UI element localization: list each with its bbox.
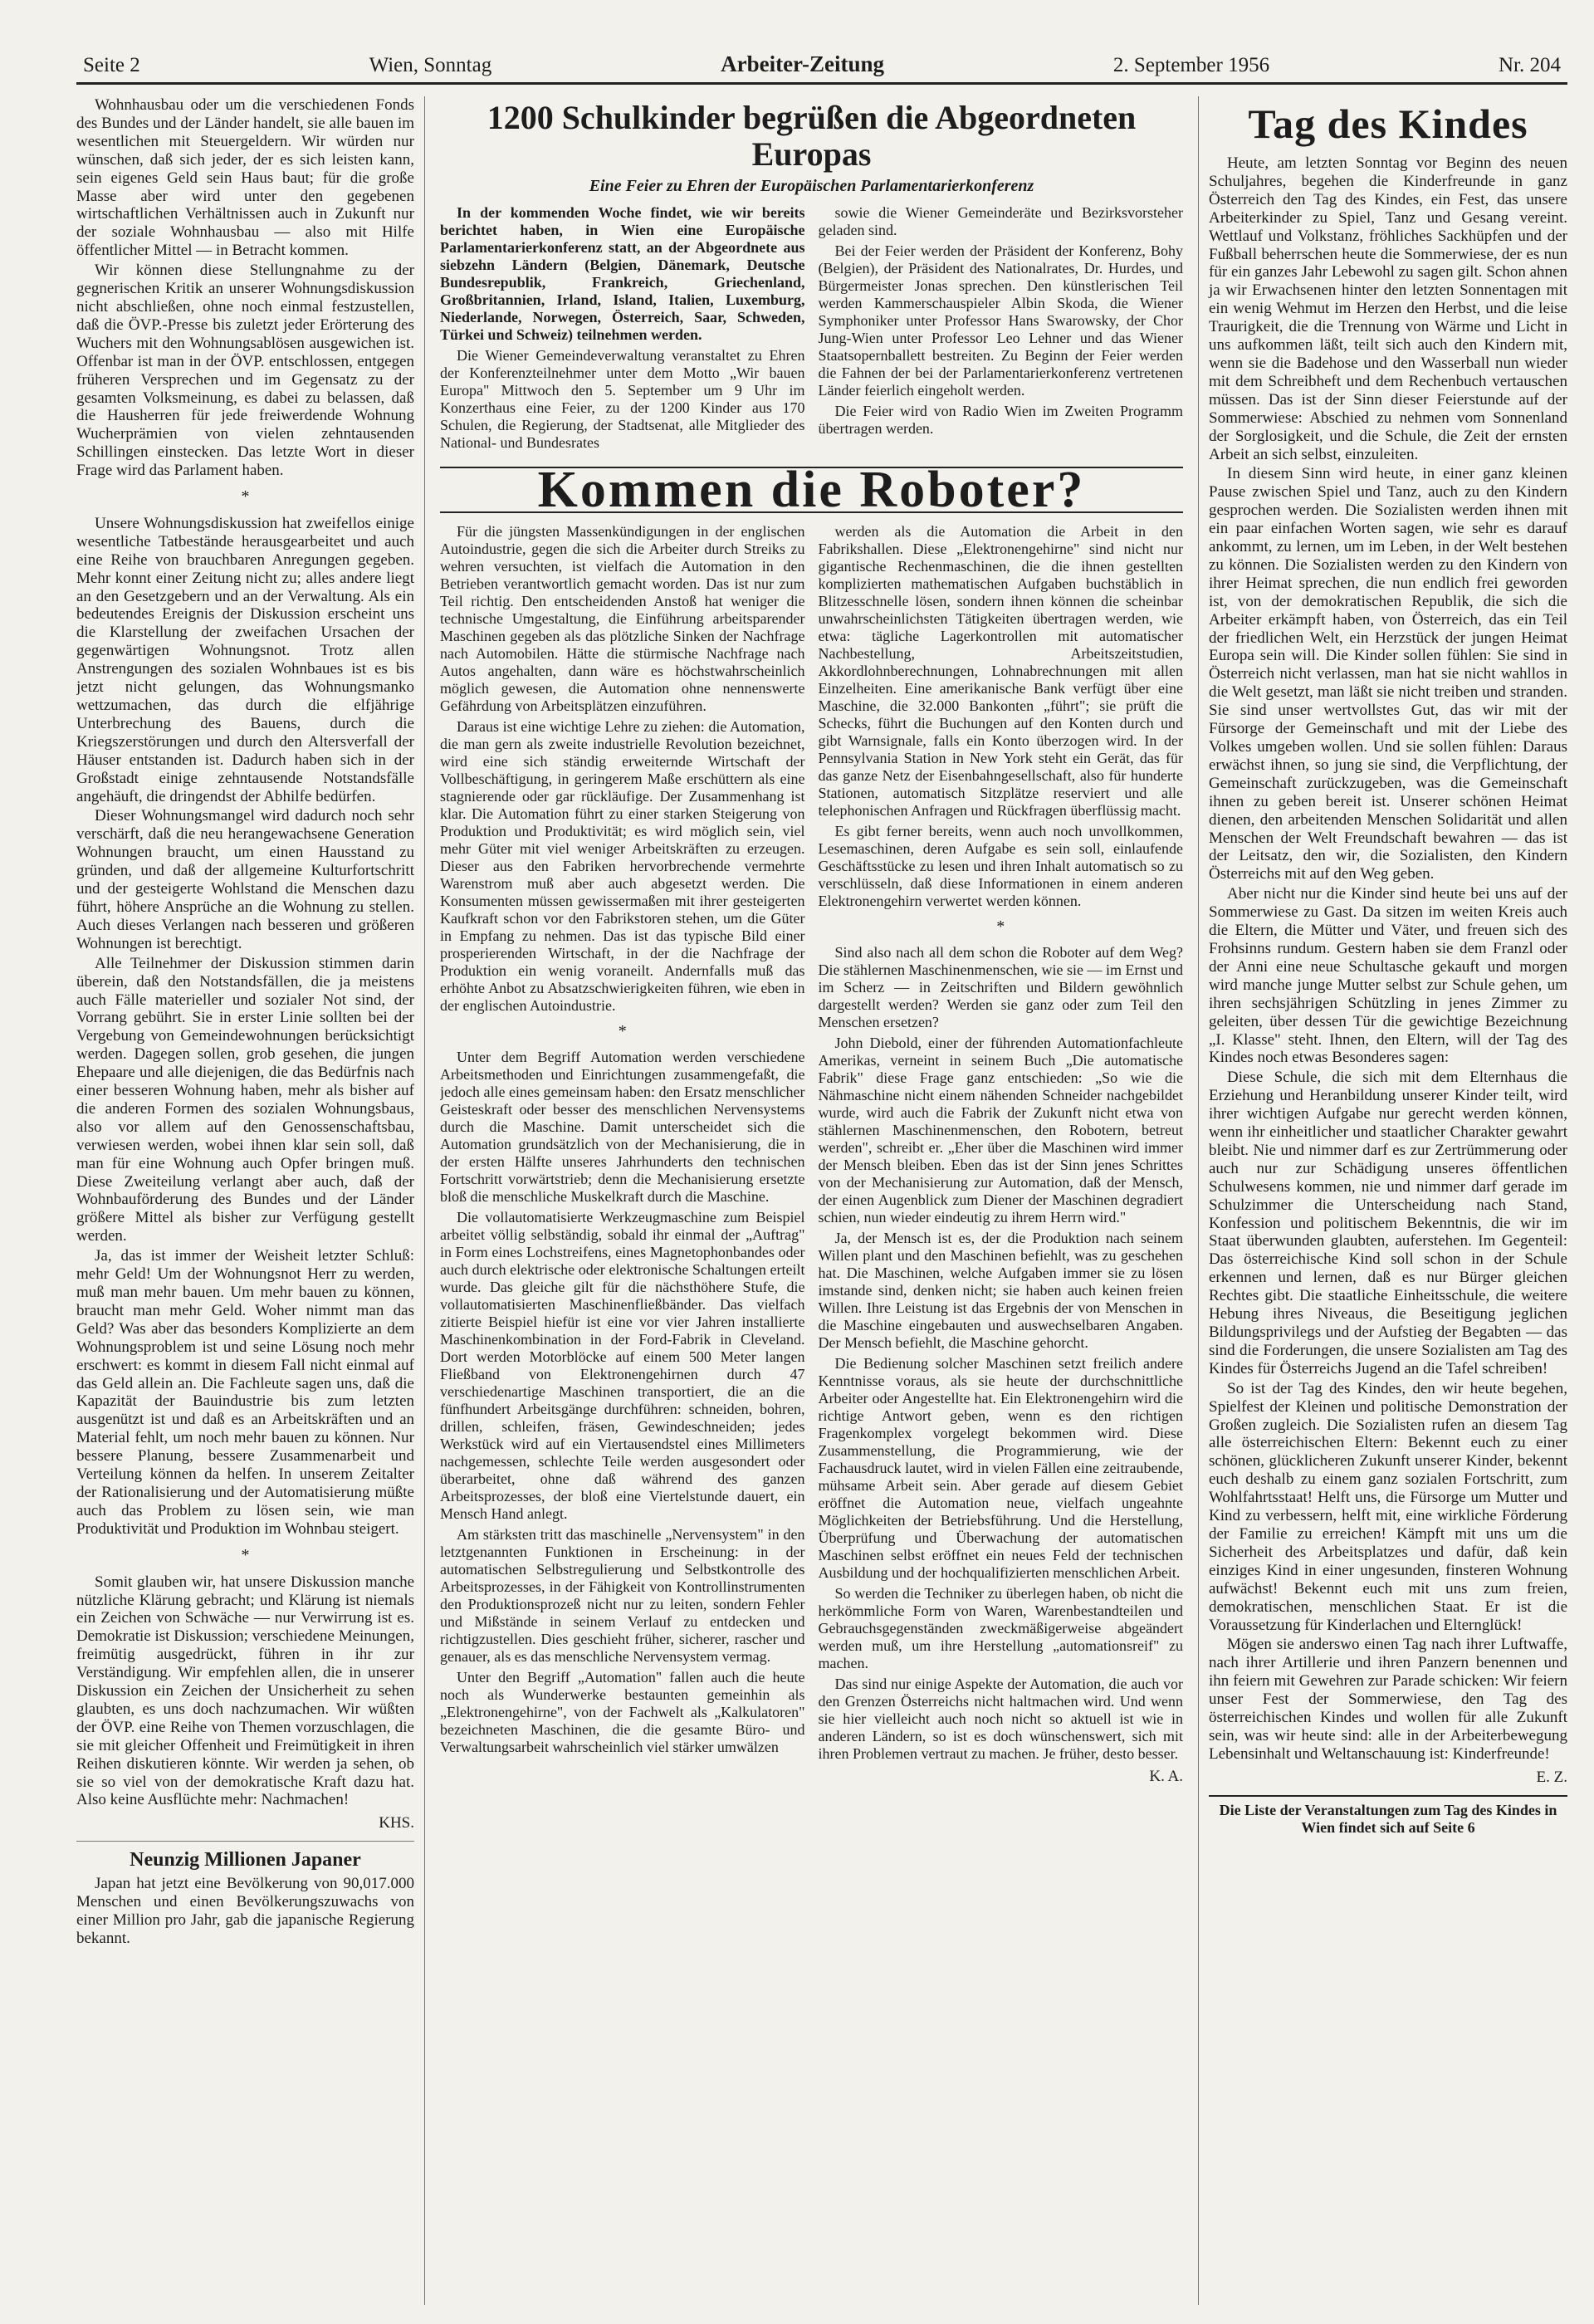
article-paragraph: Unter den Begriff „Automation" fallen auch die heute noch als Wunderwerke bestaunten gemeinhin als „Elektronengehirne", von der Fachwelt als „Kalkulatoren" bezeichneten Maschinen, die die gesamte Büro- und Verwaltungsarbeit wahrscheinlich viel stärker umwälzen xyxy=(440,1668,805,1755)
children-day-headline: Tag des Kindes xyxy=(1248,100,1528,147)
article-paragraph: Daraus ist eine wichtige Lehre zu ziehen: die Automation, die man gern als zweite industrielle Revolution bezeichnet, wird eine sich ständig erweiternde Wirtschaft der Vollbeschäftigung, in geringerem Maße erschüttern als eine stagnierende oder gar rückläufige. Der Zusammenhang ist klar. Die Automation führt zu einer starken Steigerung von Produktion und Produktivität; es wird möglich sein, viel mehr Güter mit viel weniger Arbeitskräften zu erzeugen. Dieser aus den Fabriken hervorbrechende vermehrte Warenstrom muß aber auch abgesetzt werden. Die Konsumenten müssen gewissermaßen mit ihrer gesteigerten Kaufkraft schon vor den Fabrikstoren stehen, um die Güter in Empfang zu nehmen. Das ist das typische Bild einer prosperierenden Wirtschaft, in der die Nachfrage der Produktion ein wenig voraneilt. Andernfalls muß das erhöhte Anbot zu Absatzschwierigkeiten führen, wie eben in der englischen Autoindustrie. xyxy=(440,717,805,1014)
left-paragraph: Wohnhausbau oder um die verschiedenen Fonds des Bundes und der Länder handelt, sie alle bauen im wesentlichen mit Steuergeldern. Wir würden nur wünschen, daß sich jeder, der es sich leisten kann, sein eigenes Geld sein Haus baut; für die große Masse aber wird unter den gegebenen wirtschaftlichen Verhältnissen auch in Zukunft nur der soziale Wohnhausbau — also mit Hilfe öffentlicher Mittel — in Betracht kommen. xyxy=(76,96,414,260)
separator: * xyxy=(618,1021,627,1040)
right-column xyxy=(1198,96,1567,2305)
article-paragraph: Ja, der Mensch ist es, der die Produktion nach seinem Willen plant und den Maschinen befiehlt, was zu geschehen hat. Die Maschinen, welche Aufgaben immer sie zu lösen imstande sind, denken nicht; sie haben auch keinen freien Willen. Ihre Leistung ist das Ergebnis der von Menschen in die Maschine eingebauten und auswechselbaren Angaben. Der Mensch befiehlt, die Maschine gehorcht. xyxy=(818,1229,1183,1351)
article-paragraph: Die vollautomatisierte Werkzeugmaschine zum Beispiel arbeitet völlig selbständig, sobald ihr einmal der „Auftrag" in Form eines Lochstreifens, eines Magnetophonbandes oder auch durch elektrische oder elektronische Schaltungen erteilt wurde. Das gleiche gilt für die nächsthöhere Stufe, die vollautomatisierten Maschinenfließbänder. Das vielfach zitierte Beispiel hiefür ist eine vor vier Jahren installierte Maschinenkombination in der Ford-Fabrik in Cleveland. Dort werden Motorblöcke auf einem 500 Meter langen Fließband von Elektronengehirnen durch 47 verschiedenartige Maschinen transportiert, die an die fünfhundert Arbeitsgänge durchführen: schneiden, bohren, drillen, schleifen, fräsen, Gewindeschneiden; jedes Werkstück wird auf ein Viertausendstel eines Millimeters nachgemessen, schlechte Teile werden ausgesondert oder überarbeitet, ohne daß während des ganzen Arbeitsprozesses, der bloß eine Viertelstunde dauert, ein Mensch Hand anlegt. xyxy=(440,1208,805,1522)
article-paragraph: Am stärksten tritt das maschinelle „Nervensystem" in den letztgenannten Funktionen in Erscheinung: in der automatischen Selbstregulierung und Selbstkontrolle des Arbeitsprozesses, in der Fähigkeit von Kontrollinstrumenten den Produktionsprozeß nicht nur zu leiten, sondern Fehler und Mißstände in seinem Verlauf zu entdecken und richtigzustellen. Dies geschieht früher, sicherer, rascher und genauer, als es das menschliche Nervensystem vermag. xyxy=(440,1525,805,1665)
article-paragraph: John Diebold, einer der führenden Automationfachleute Amerikas, verneint in seinem Buch „Die automatische Fabrik" diese Frage ganz entschieden: „So wie die Nähmaschine nicht einem nähenden Schneider nachgebildet wurde, wird auch die Fabrik der Zukunft nicht etwa von stählernen Maschinenmenschen, den Robotern, betreut werden", schreibt er. „Eher über die Maschinen wird immer der Mensch bleiben. Eben das ist der Sinn jenes Schrittes von der Mechanisierung zur Automation, daß der Mensch, der einen Augenblick zum Diener der Maschinen degradiert schien, nun wieder eindeutig zu ihrem Herrn wird." xyxy=(818,1034,1183,1226)
right-paragraph: Aber nicht nur die Kinder sind heute bei uns auf der Sommerwiese zu Gast. Da sitzen im weiten Kreis auch die Eltern, die Mütter und Väter, und freuen sich des Frohsinns rundum. Gestern haben sie dem Franzl oder der Anni eine neue Schultasche gekauft und morgen wird manche junge Mutter selbst zur Schule gehen, um ihren sechsjährigen Schützling in jenes Zimmer zu geleiten, über dessen Tür die gewichtige Bezeichnung „I. Klasse" steht. Ihnen, den Eltern, will der Tag des Kindes noch etwas Besonderes sagen: xyxy=(1209,885,1567,1067)
left-paragraph: Dieser Wohnungsmangel wird dadurch noch sehr verschärft, daß die neu herangewachsene Generation Wohnungen braucht, um einen Hausstand zu gründen, und daß der allgemeine Kulturfortschritt und der gesteigerte Wohlstand die Menschen dazu führt, höhere Ansprüche an die Wohnung zu stellen. Auch dieses Verlangen nach besseren und größeren Wohnungen ist berechtigt. xyxy=(76,807,414,952)
paper-name: Arbeiter-Zeitung xyxy=(721,51,885,76)
separator: * xyxy=(241,487,250,506)
article-paragraph: So werden die Techniker zu überlegen haben, ob nicht die herkömmliche Form von Waren, Warenbestandteilen und Gebrauchsgegenständen zweckmäßigerweise abgeändert werden muß, um ihre Herstellung „automationsreif" zu machen. xyxy=(818,1584,1183,1671)
japan-text: Japan hat jetzt eine Bevölkerung von 90,017.000 Menschen und einen Bevölkerungszuwachs von einer Million pro Jahr, gab die japanische Regierung bekannt. xyxy=(76,1875,414,1947)
right-signature: E. Z. xyxy=(1536,1768,1567,1786)
article-paragraph: sowie die Wiener Gemeinderäte und Bezirksvorsteher geladen sind. xyxy=(818,203,1183,238)
page-number: Seite 2 xyxy=(83,54,140,76)
right-paragraph: So ist der Tag des Kindes, den wir heute begehen, Spielfest der Kleinen und politische Demonstration der Großen zugleich. Die Sozialisten rufen an diesem Tag alle österreichischen Eltern: Bekennt euch zu einer schönen, glücklicheren Zukunft unserer Kinder, bekennt euch deshalb zu einem ganz sozialen Fortschritt, zum Wohlfahrtsstaat! Helft uns, die Fürsorge um Mutter und Kind zu verbessern, helft mit, eine wirkliche Förderung der Familie zu erreichen! Kämpft mit uns um die Sicherheit des Arbeitsplatzes und dafür, daß kein einziges Kind in einer ungesunden, finsteren Wohnung aufwächst! Bekennt euch mit uns zum freien, demokratischen, menschlichen Staat. Er ist die Voraussetzung für Kinderlachen und Elternglück! xyxy=(1209,1379,1567,1634)
schoolchildren-subheadline: Eine Feier zu Ehren der Europäischen Parlamentarierkonferenz xyxy=(589,177,1034,195)
separator: * xyxy=(996,917,1005,936)
robots-article xyxy=(440,523,1183,1785)
article-paragraph: Für die jüngsten Massenkündigungen in der englischen Autoindustrie, gegen die sich die Arbeiter durch Streiks zu wehren versuchten, ist vielfach die Automation in den Betrieben verantwortlich gemacht worden. Das ist nur zum Teil richtig. Den entscheidenden Anstoß hat weniger die technische Umgestaltung, die Einführung arbeitsparender Maschinen gegeben als das plötzliche Sinken der Nachfrage nach Automobilen. Hätte die stürmische Nachfrage nach Autos angehalten, dann wäre es höchstwahrscheinlich möglich gewesen, die Automation ohne nennenswerte Gefährdung von Arbeitsplätzen einzuführen. xyxy=(440,522,805,714)
issue-date: 2. September 1956 xyxy=(1112,54,1270,76)
article-paragraph: Die Wiener Gemeindeverwaltung veranstaltet zu Ehren der Konferenzteilnehmer unter dem Motto „Wir bauen Europa" Mittwoch den 5. September um 9 Uhr im Konzerthaus eine Feier, zu der 1200 Kinder aus 170 Schulen, die Regierung, der Stadtsenat, alle Mitglieder des National- und Bundesrates xyxy=(440,346,805,451)
article-paragraph: Bei der Feier werden der Präsident der Konferenz, Bohy (Belgien), der Präsident des Nationalrates, Dr. Hurdes, und Bürgermeister Jonas sprechen. Den künstlerischen Teil werden Kammerschauspieler Albin Skoda, die Wiener Symphoniker unter Professor Hans Swarowsky, der Chor Jung-Wien unter Professor Leo Lehner und das Wiener Staatsopernballett bestreiten. Zu Beginn der Feier werden die Fahnen der bei der Parlamentarierkonferenz vertretenen Länder feierlich eingeholt werden. xyxy=(818,242,1183,399)
robots-headline: Kommen die Roboter? xyxy=(440,467,1183,513)
divider xyxy=(76,1841,414,1842)
left-paragraph: Ja, das ist immer der Weisheit letzter Schluß: mehr Geld! Um der Wohnungsnot Herr zu werden, muß man mehr bauen. Um mehr bauen zu können, braucht man mehr Geld. Woher nimmt man das Geld? Was aber das besonders Komplizierte an dem Wohnungsproblem ist und seine Lösung noch mehr erschwert: es kommt in diesem Fall nicht einmal auf das Geld allein an. Die Fachleute sagen uns, daß die Kapazität der Bauindustrie bis zum letzten ausgenützt ist und daß es an Arbeitskräften und an Material fehlt, um noch mehr bauen zu können. Nur bessere Planung, bessere Zusammenarbeit und Verteilung können da helfen. In unserem Zeitalter der Rationalisierung und der Automatisierung müßte auch das Problem zu lösen sein, wie man Produktivität und Produktion im Wohnbau steigert. xyxy=(76,1247,414,1538)
left-signature: KHS. xyxy=(379,1814,414,1832)
left-paragraph: Wir können diese Stellungnahme zu der gegnerischen Kritik an unserer Wohnungsdiskussion nicht abschließen, ohne noch einmal festzustellen, daß die ÖVP.-Presse bis zuletzt jeder Erörterung des Wuchers mit den Wohnungsablösen ausgewichen ist. Offenbar ist man in der ÖVP. entschlossen, entgegen früheren Versprechen und im Gegensatz zu der gesamten Volksmeinung, es dabei zu belassen, daß die Hausherren für jede freiwerdende Wohnung Wucherprämien von vielen zehntausenden Schillingen einstecken. Das letzte Wort in dieser Frage wird das Parlament haben. xyxy=(76,262,414,480)
right-paragraph: Mögen sie anderswo einen Tag nach ihrer Luftwaffe, nach ihrer Artillerie und ihren Panzern benennen und ihn feiern mit Gewehren zur Parade schicken: Wir feiern unser Fest der Sommerwiese, den Tag des österreichischen Kindes und wollen für alle Zukunft sein, was wir heute sind: alle in der Arbeiterbewegung Lebensinhalt und Weltanschauung ist: Kinderfreunde! xyxy=(1209,1636,1567,1763)
left-paragraph: Unsere Wohnungsdiskussion hat zweifellos einige wesentliche Tatbestände herausgearbeitet und auch eine Reihe von brauchbaren Anregungen gegeben. Mehr konnt einer Zeitung nicht zu; alles andere liegt an den Gesetzgebern und an der Verwaltung. Als ein bedeutendes Ereignis der Diskussion erscheint uns die Klarstellung der zweifachen Ursachen der gegenwärtigen Wohnungsnot. Trotz allen Anstrengungen des sozialen Wohnbaues ist es bis jetzt nicht gelungen, das Wohnungsmanko wettzumachen, das durch die elfjährige Unterbrechung des Bauens, durch die Kriegszerstörungen und durch den Altersverfall der Häuser entstanden ist. Dadurch haben sich in der Großstadt einige zehntausende Notstandsfälle angehäuft, die dringendst der Abhilfe bedürfen. xyxy=(76,514,414,805)
right-paragraph: Heute, am letzten Sonntag vor Beginn des neuen Schuljahres, begehen die Kinderfreunde in ganz Österreich den Tag des Kindes, ein Fest, das unsere Arbeiterkinder zu Spiel, Tanz und Gesang vereint. Wettlauf und Volkstanz, fröhliches Sackhüpfen und der Fußball beherrschen heute die Sommerwiese, der es nun für ein ganzes Jahr Lebewohl zu sagen gilt. Schon ahnen ja wir Erwachsenen hinter den letzten Sonnentagen mit ein wenig Wehmut im Herzen den Herbst, und die leise Traurigkeit, die die Trennung von Wärme und Licht in uns aufkommen läßt, teilt sich auch den Kindern mit, wenn sie die Badehose und den Wasserball nun wieder mit dem Schreibheft und dem Rechenbuch vertauschen müssen. Das ist der Sinn dieser Feierstunde auf der Sommerwiese: Abschied zu nehmen vom Sonnenland der Sorglosigkeit, und die Schule, die Zeit der ernsten Arbeit an sich selbst, einzuleiten. xyxy=(1209,154,1567,463)
article-column xyxy=(819,523,1184,1785)
article-paragraph: Die Bedienung solcher Maschinen setzt freilich andere Kenntnisse voraus, als sie heute der durchschnittliche Arbeiter oder Angestellte hat. Ein Elektronengehirn wird die richtige Antwort geben, wenn es den richtigen Fragenkomplex vorgelegt bekommen wird. Diese Zusammenstellung, die Programmierung, wie der Fachausdruck lautet, wird in vielen Fällen eine zeitraubende, mühsame Arbeit sein. Aber gerade auf diesem Gebiet eröffnet die Automation neue, vielfach ungeahnte Möglichkeiten der Betriebsführung. Und die Herstellung, Überprüfung und Überwachung der automatischen Maschinen selbst eröffnet ein neues Feld der technischen Ausbildung und der hochqualifizierten menschlichen Arbeit. xyxy=(818,1354,1183,1581)
masthead xyxy=(76,51,1567,85)
left-column xyxy=(76,96,425,2305)
article-lead: In der kommenden Woche findet, wie wir bereits berichtet haben, in Wien eine Europäische Parlamentarierkonferenz statt, an der Abgeordnete aus siebzehn Ländern (Belgien, Dänemark, Deutsche Bundesrepublik, Frankreich, Griechenland, Großbritannien, Irland, Island, Italien, Luxemburg, Niederlande, Norwegen, Österreich, Saar, Schweden, Türkei und Schweiz) teilnehmen werden. xyxy=(440,203,805,343)
article-column xyxy=(440,523,805,1785)
article-paragraph: Das sind nur einige Aspekte der Automation, die auch vor den Grenzen Österreichs nicht haltmachen wird. Und wenn sie hier vielleicht auch noch nicht so aktuell ist wie in anderen Ländern, so ist es doch wünschenswert, sich mit ihren Problemen vertraut zu machen. Je früher, desto besser. xyxy=(818,1675,1183,1762)
schoolchildren-article xyxy=(440,204,1183,452)
schoolchildren-headline: 1200 Schulkinder begrüßen die Abgeordneten Europas xyxy=(487,99,1137,173)
robots-signature: K. A. xyxy=(1149,1767,1183,1785)
article-column xyxy=(819,204,1184,452)
right-paragraph: In diesem Sinn wird heute, in einer ganz kleinen Pause zwischen Spiel und Tanz, auch zu den Kindern gesprochen werden. Die Sozialisten werden ihnen mit ein paar einfachen Worten sagen, wie sehr es darauf ankommt, zu lernen, um im Leben, in der Welt bestehen zu können. Die Sozialisten werden zu den Kindern von ihrer Heimat sprechen, die nun endlich frei geworden ist, von der demokratischen Republik, die sich die Arbeiter erkämpft haben, von Österreich, das ein Teil der friedlichen Welt, ein Herzstück der jungen Heimat Europa sein will. Die Kinder sollen fühlen: Sie sind in Österreich nicht verlassen, man hat sie nicht wahllos in die Welt gesetzt, man läßt sie nicht treiben und stranden. Sie sind unser wertvollstes Gut, das wir mit der Fürsorge der Gemeinschaft und mit der Liebe des Volkes umgeben wollen. Und sie sollen fühlen: Daraus erwächst ihnen, so jung sie sind, die Verpflichtung, der Gemeinschaft zurückzugeben, was die Gemeinschaft ihnen zu geben bereit ist. Unserer schönen Heimat dienen, den arbeitenden Menschen Solidarität und allen Menschen der Welt Freundschaft bewahren — das ist der Leitsatz, den wir, die Sozialisten, den Kindern Österreichs mit auf den Weg geben. xyxy=(1209,465,1567,883)
right-paragraph: Diese Schule, die sich mit dem Elternhaus die Erziehung und Heranbildung unserer Kinder teilt, wird ihrer wichtigen Aufgabe nur gerecht werden können, wenn ihr einheitlicher und staatlicher Charakter gewahrt bleibt. Nie und nimmer darf es zur Zertrümmerung oder auch nur zur Schädigung unseres öffentlichen Schulwesens kommen, nie und nimmer darf gerade im Schulzimmer die Unterscheidung nach Stand, Konfession und politischem Bekenntnis, die wir im Staat überwunden glaubten, auferstehen. Im Gegenteil: Das österreichische Kind soll schon in der Schule erkennen und lernen, daß es nur Bürger gleichen Rechtes gibt. Die staatliche Einheitsschule, die weitere Hebung ihres Niveaus, die Beseitigung jeglichen Bildungsprivilegs und der Aufstieg der Begabten — das sind die Forderungen, die unsere Sozialisten am Tag des Kindes für Österreichs Jugend an die Tafel schreiben! xyxy=(1209,1069,1567,1377)
article-column xyxy=(440,204,805,452)
article-paragraph: Unter dem Begriff Automation werden verschiedene Arbeitsmethoden und Einrichtungen zusammengefaßt, die jedoch alle eines gemeinsam haben: den Ersatz menschlicher Geisteskraft oder besser des menschlichen Nervensystems durch die Maschine. Damit unterscheidet sich die Automation grundsätzlich von der Mechanisierung, die in der ersten Hälfte unseres Jahrhunderts den technischen Fortschritt vorwärtstrieb; denn die Mechanisierung ersetzte bloß die menschliche Muskelkraft durch die Maschine. xyxy=(440,1048,805,1205)
middle-column xyxy=(440,96,1183,2305)
events-note: Die Liste der Veranstaltungen zum Tag des Kindes in Wien findet sich auf Seite 6 xyxy=(1209,1795,1567,1837)
article-paragraph: Es gibt ferner bereits, wenn auch noch unvollkommen, Lesemaschinen, deren Aufgabe es sein soll, einlaufende Geschäftsstücke zu lesen und ihren Inhalt automatisch so zu verschlüsseln, daß diese Informationen in einem anderen Elektronengehirn verwertet werden können. xyxy=(818,822,1183,909)
issue-number: Nr. 204 xyxy=(1498,54,1561,76)
place-day: Wien, Sonntag xyxy=(369,54,492,76)
japan-headline: Neunzig Millionen Japaner xyxy=(130,1849,361,1871)
columns xyxy=(76,96,1567,2305)
article-paragraph: Die Feier wird von Radio Wien im Zweiten Programm übertragen werden. xyxy=(818,402,1183,437)
left-paragraph: Somit glauben wir, hat unsere Diskussion manche nützliche Klärung gebracht; und Klärung ist niemals ein Zeichen von Schwäche — nur Verwirrung ist es. Demokratie ist Diskussion; verschiedene Meinungen, freimütig ausgedrückt, führen in ihr zur Verständigung. Wir empfehlen allen, die in unserer Diskussion ein Zeichen der Unsicherheit zu sehen glaubten, es uns doch nachzumachen. Wir wüßten der ÖVP. eine Reihe von Themen vorzuschlagen, die sie mit gleicher Offenheit und Freimütigkeit in ihren Reihen diskutieren könnte. Wir werden ja sehen, ob sie so viel von der demokratische Kraft dazu hat. Also keine Ausflüchte mehr: Nachmachen! xyxy=(76,1573,414,1809)
article-paragraph: werden als die Automation die Arbeit in den Fabrikshallen. Diese „Elektronengehirne" sind nicht nur gigantische Rechenmaschinen, die die ihnen gestellten komplizierten mathematischen Aufgaben buchstäblich in Blitzesschnelle lösen, sondern ihnen können die scheinbar unwahrscheinlichsten Tätigkeiten übertragen werden, wie etwa: tägliche Lagerkontrollen mit automatischer Nachbestellung, Arbeitszeitstudien, Akkordlohnberechnungen, Lohnabrechnungen mit allen Einzelheiten. Eine amerikanische Bank verfügt über eine Maschine, die 32.000 Bankonten „führt"; sie prüft die Schecks, führt die Buchungen auf den Konten durch und gibt Warnsignale, falls ein Konto überzogen wird. In der Pennsylvania Station in New York steht ein Gerät, das für das ganze Netz der Eisenbahngesellschaft, also für hunderte Stationen, automatisch Sitzplätze reserviert und alle telephonischen Anfragen und Rückfragen überflüssig macht. xyxy=(818,522,1183,819)
left-paragraph: Alle Teilnehmer der Diskussion stimmen darin überein, daß den Notstandsfällen, die ja meistens auch Fälle materieller und sozialer Not sind, der Vorrang gebührt. Sie in erster Linie sollten bei der Vergebung von Gemeindewohnungen berücksichtigt werden. Dagegen sollen, grob gesehen, die jungen Ehepaare und alle diejenigen, die das Bedürfnis nach einer besseren Wohnung haben, mehr als bisher auf die anderen Formen des sozialen Wohnungsbaus, also vor allem auf den Genossenschaftsbau, verwiesen werden, wobei ihnen klar sein soll, daß man für eine Wohnung auch Opfer bringen muß. Diese Zweiteilung verlangt aber auch, daß der Wohnbauförderung des Bundes und der Länder größere Mittel als bisher zur Verfügung gestellt werden. xyxy=(76,954,414,1245)
separator: * xyxy=(241,1545,250,1564)
article-paragraph: Sind also nach all dem schon die Roboter auf dem Weg? Die stählernen Maschinenmenschen, wie sie — im Ernst und im Scherz — in Zeitschriften und Bildern gewöhnlich dargestellt werden? Werden sie ganz oder zum Teil den Menschen ersetzen? xyxy=(818,943,1183,1030)
